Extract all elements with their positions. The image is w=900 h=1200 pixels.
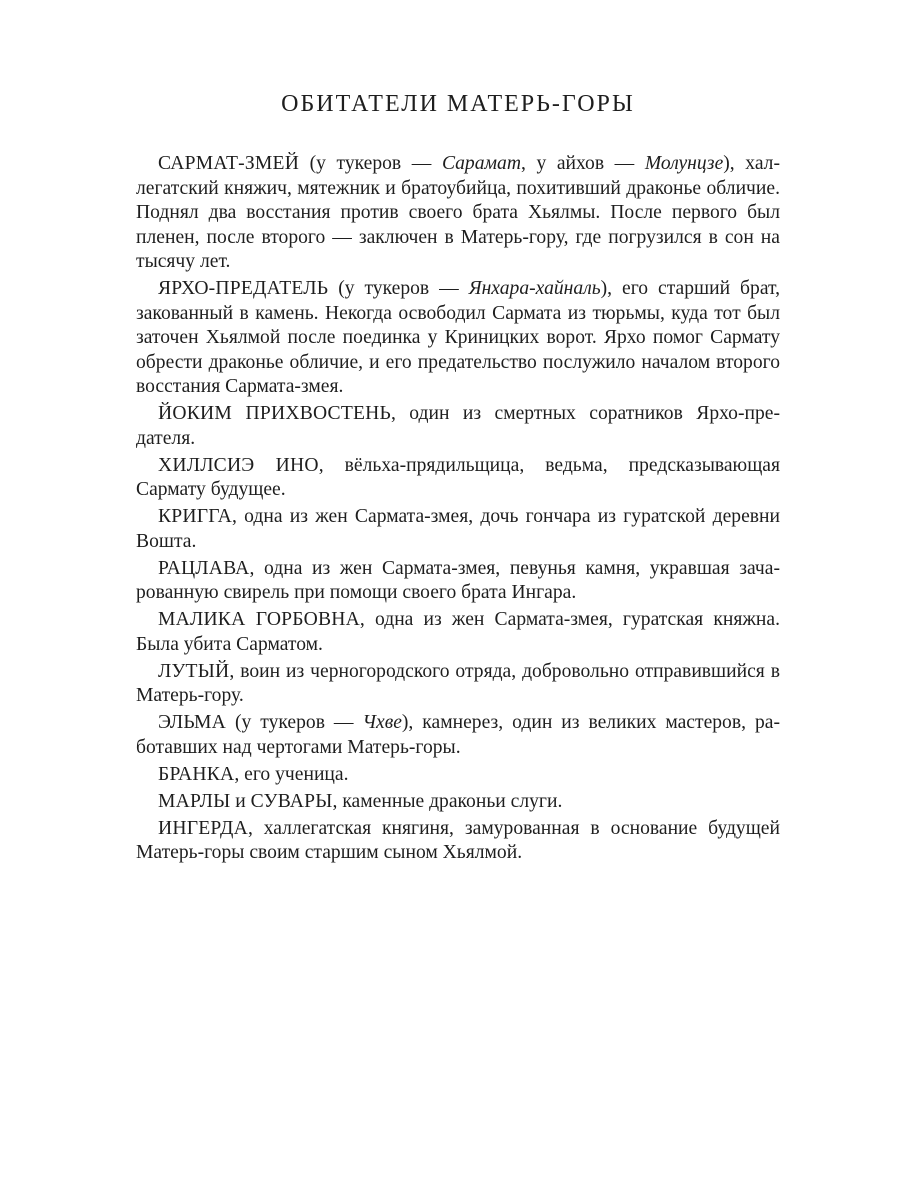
entry-marly-suvary <box>136 790 780 815</box>
entry-name: БРАНКА <box>158 763 235 785</box>
entry-text: , один из смертных соратников Ярхо-предателя. <box>136 403 780 449</box>
document-page <box>136 80 780 868</box>
entry-name: МАЛИКА ГОРБОВНА <box>158 609 360 630</box>
entry-yarkho <box>136 277 780 400</box>
entry-text: ), халлегатский княжич, мятежник и братоубийца, похитивший драконье обличие. Поднял два восстания против своего брата Хьялмы. После первого был пленен, после второго — заключен в Матерь-гору, где погрузился в сон на тысячу лет. <box>136 153 780 272</box>
entry-text: , одна из жен Сармата-змея, дочь гончара из гуратской деревни Вошта. <box>136 506 780 552</box>
entry-text: , у айхов — <box>520 153 645 174</box>
entry-malika <box>136 608 780 657</box>
entry-alias: Янхара-хайналь <box>468 278 601 299</box>
entry-alias: Чхве <box>362 712 402 733</box>
entry-alias: Сарамат <box>441 153 521 174</box>
entry-name: ЛУТЫЙ <box>158 660 230 682</box>
entry-text: (у тукеров — <box>226 712 363 733</box>
entry-elma <box>136 711 780 760</box>
entry-yokim <box>136 402 780 451</box>
entry-text: , халлегатская княгиня, замурованная в основание будущей Матерь-горы своим старшим сыном Хьялмой. <box>136 817 780 863</box>
entry-name: ЙОКИМ ПРИХВОСТЕНЬ <box>158 403 391 424</box>
entry-name: ХИЛЛСИЭ ИНО <box>158 454 319 476</box>
entry-name: СУВАРЫ <box>250 790 333 812</box>
entry-text: ), камнерез, один из великих мастеров, работавших над чертогами Матерь-горы. <box>136 712 780 758</box>
entry-alias: Молунцзе <box>644 153 724 174</box>
entry-sarmat <box>136 152 780 275</box>
entry-branka <box>136 763 780 788</box>
entry-name: ИНГЕРДА <box>158 817 248 839</box>
entry-name: МАРЛЫ <box>158 790 231 812</box>
entry-name: РАЦЛАВА <box>158 557 250 579</box>
entry-name: ЯРХО-ПРЕДАТЕЛЬ <box>158 278 329 299</box>
entry-text: , одна из жен Сармата-змея, гуратская княжна. Была убита Сарматом. <box>136 609 780 655</box>
entry-krigga <box>136 505 780 554</box>
entry-text: ), его старший брат, закованный в камень. Некогда освободил Сармата из тюрьмы, куда тот был заточен Хьялмой после поединка у Криницких ворот. Ярхо помог Сармату обрести драконье обличие, и его предательство послужило началом второго восстания Сармата-змея. <box>136 278 780 397</box>
page-title: ОБИТАТЕЛИ МАТЕРЬ-ГОРЫ <box>281 91 635 117</box>
entry-hillsie <box>136 454 780 503</box>
entry-lutyi <box>136 660 780 709</box>
entry-text: (у тукеров — <box>299 153 442 174</box>
entry-text: и <box>230 790 251 812</box>
entry-text: , одна из жен Сармата-змея, певунья камня, укравшая зачарованную свирель при помощи своего брата Ингара. <box>136 557 780 603</box>
entry-text: , воин из черногородского отряда, добровольно отправившийся в Матерь-гору. <box>136 660 780 706</box>
entry-text: , каменные драконьи слуги. <box>332 790 563 812</box>
entry-text: (у тукеров — <box>328 278 469 299</box>
entry-text: , вёльха-прядильщица, ведьма, предсказывающая Сармату будущее. <box>136 454 780 500</box>
entry-ratslava <box>136 557 780 606</box>
entry-name: КРИГГА <box>158 506 232 527</box>
entry-ingerda <box>136 817 780 866</box>
entry-name: ЭЛЬМА <box>158 712 227 733</box>
entry-name: САРМАТ-ЗМЕЙ <box>158 153 300 174</box>
entry-text: , его ученица. <box>234 763 349 785</box>
